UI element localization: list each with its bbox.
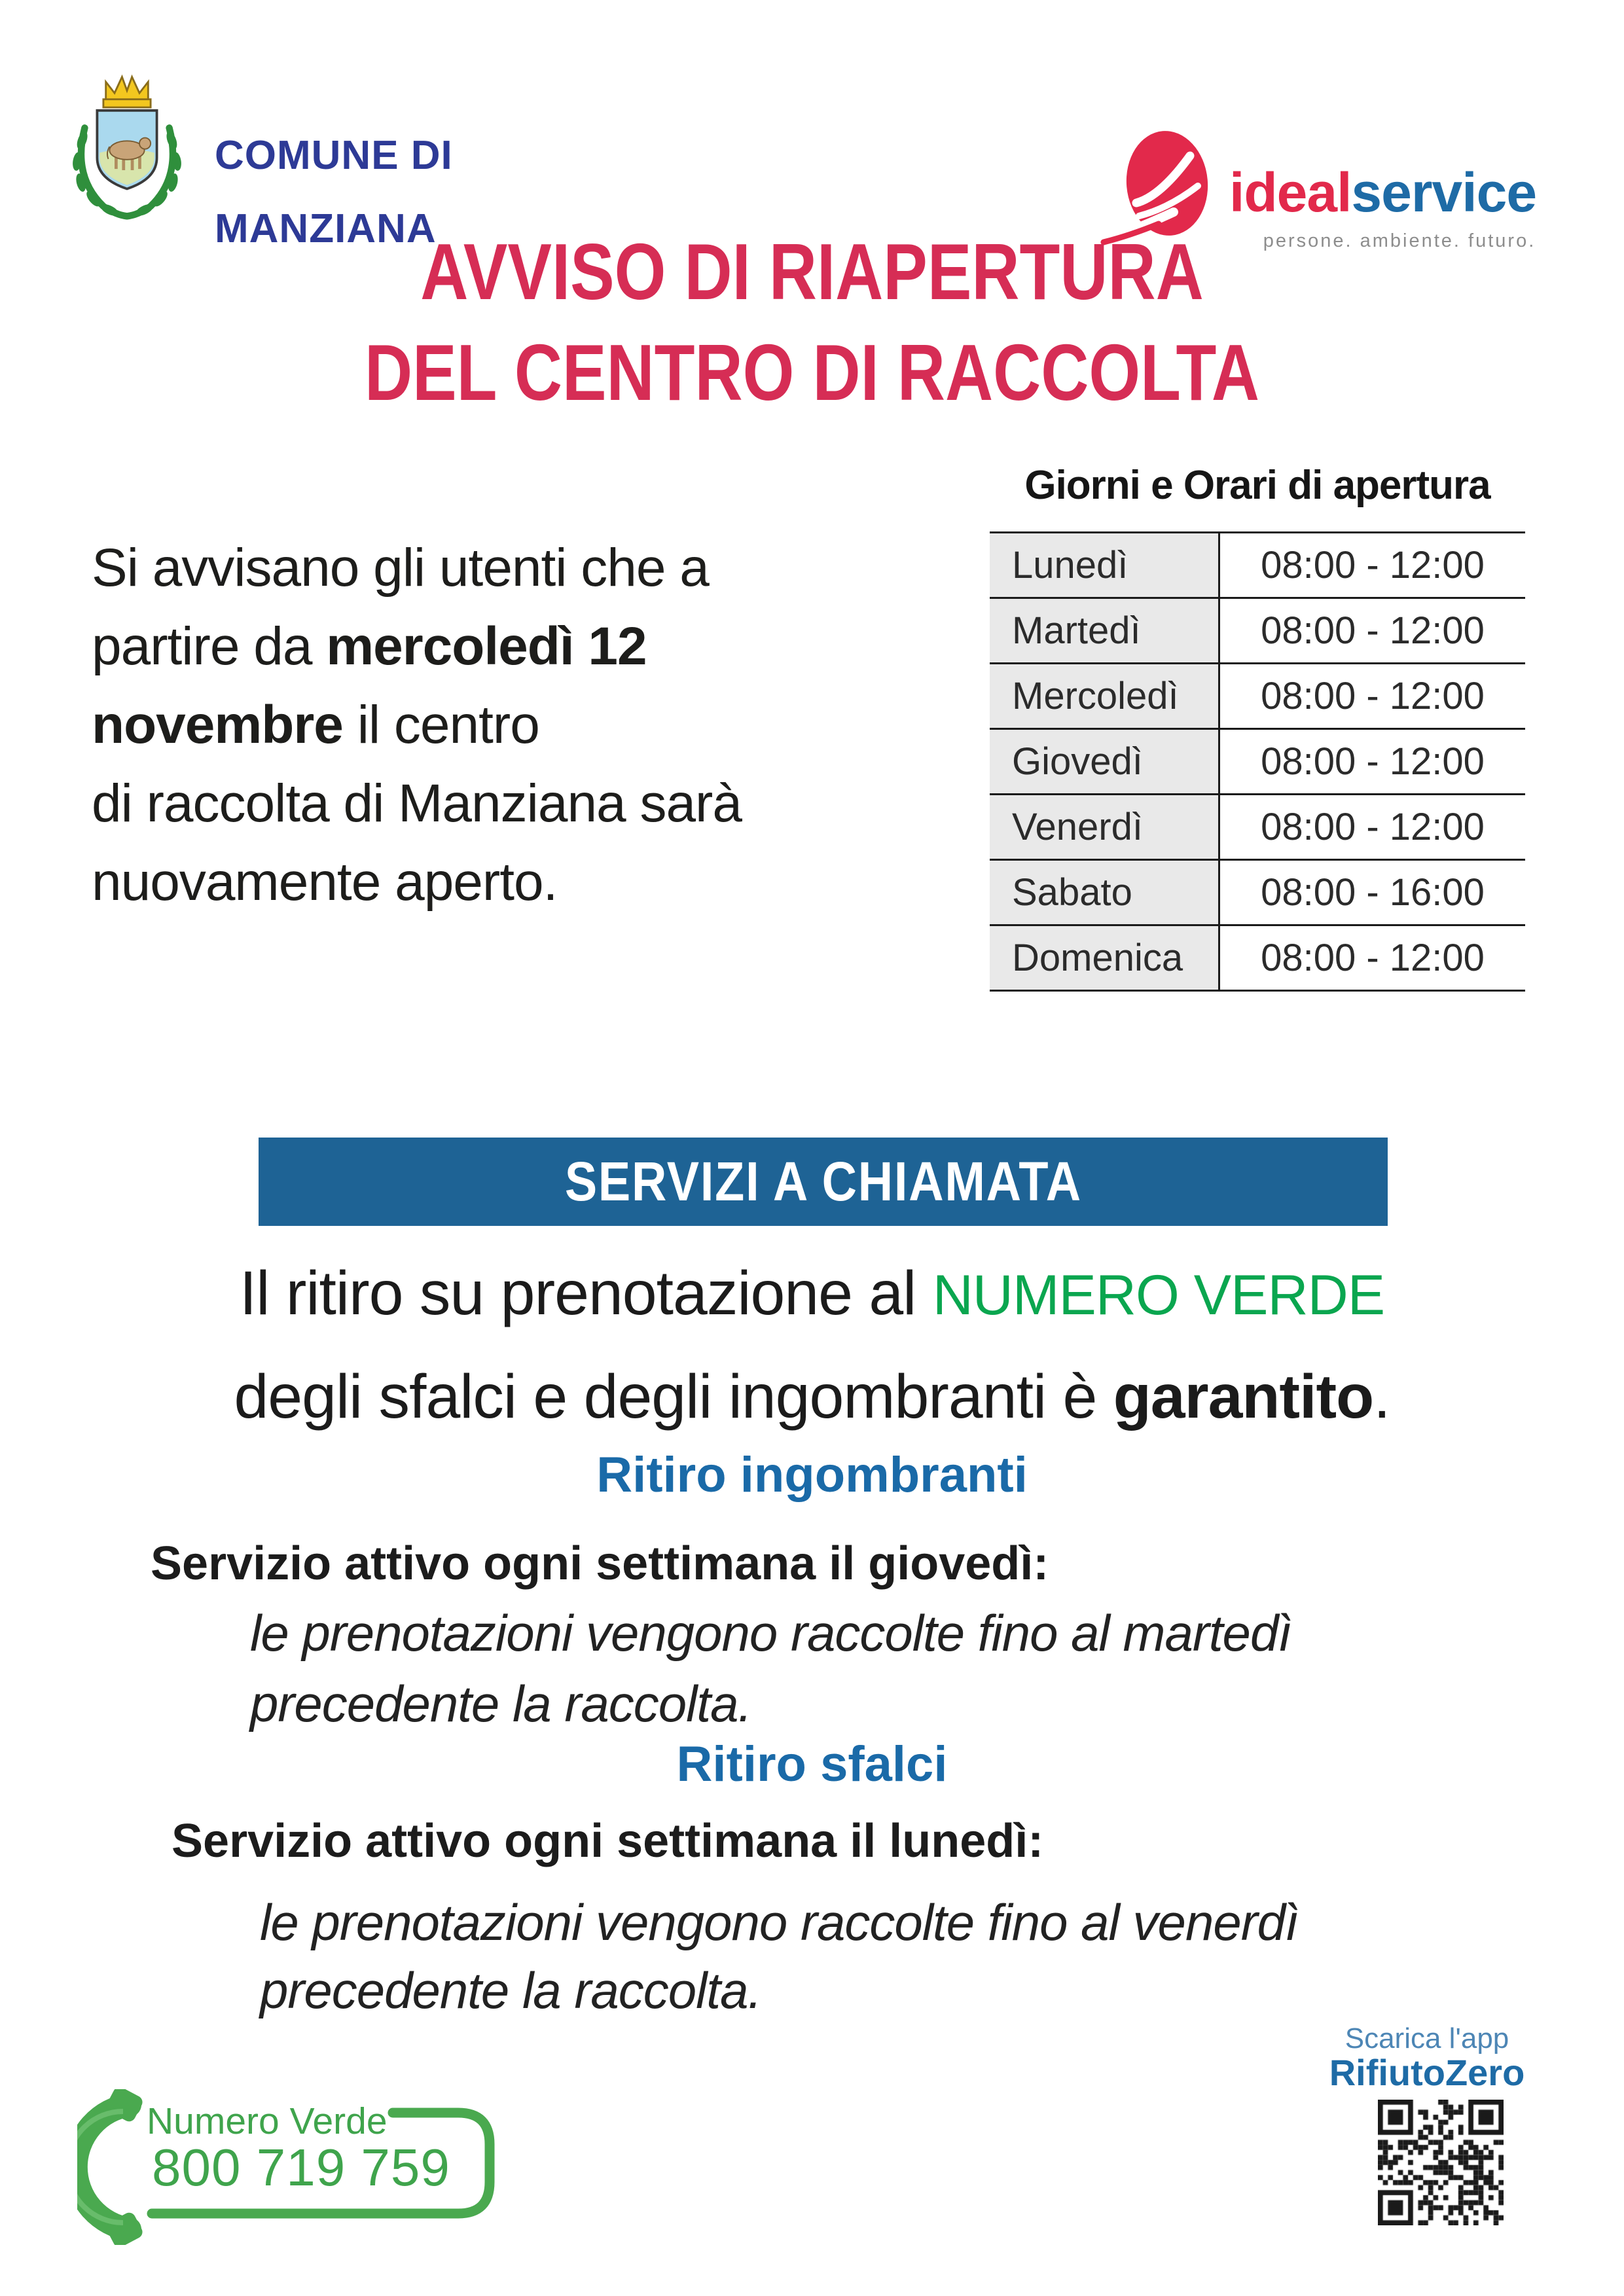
hours-row — [990, 729, 1525, 795]
intro-line5: nuovamente aperto. — [92, 852, 558, 912]
ingombranti-note-line2: precedente la raccolta. — [250, 1675, 752, 1732]
hours-time-cell: 08:00 - 16:00 — [1219, 860, 1526, 925]
sfalci-note-line1: le prenotazioni vengono raccolte fino al venerdì — [260, 1893, 1299, 1951]
servizi-a-chiamata-banner — [259, 1138, 1388, 1226]
hours-day-cell: Giovedì — [990, 729, 1219, 795]
idealservice-tagline: persone. ambiente. futuro. — [1263, 230, 1536, 251]
hours-day-cell: Sabato — [990, 860, 1219, 925]
rifiutozero-label: RifiutoZero — [1329, 2052, 1525, 2093]
qr-code — [1378, 2100, 1504, 2225]
ingombranti-schedule-line: Servizio attivo ogni settimana il giovedì: — [151, 1537, 1049, 1590]
phone-icon — [77, 2089, 143, 2245]
crown — [106, 77, 149, 101]
hours-time-cell: 08:00 - 12:00 — [1219, 925, 1526, 991]
page-title-line2: DEL CENTRO DI RACCOLTA — [365, 328, 1259, 417]
call-services-line2: degli sfalci e degli ingombranti è garantito. — [234, 1362, 1390, 1431]
hours-table — [990, 531, 1525, 992]
comune-line1: COMUNE DI — [215, 133, 453, 178]
hours-time-cell: 08:00 - 12:00 — [1219, 533, 1526, 598]
sfalci-note-line2: precedente la raccolta. — [260, 1962, 762, 2019]
hours-day-cell: Mercoledì — [990, 664, 1219, 729]
ingombranti-note-line1: le prenotazioni vengono raccolte fino al martedì — [250, 1604, 1291, 1662]
numero-verde-label: Numero Verde — [147, 2100, 388, 2142]
hours-row — [990, 598, 1525, 664]
crown-band — [103, 99, 151, 107]
intro-line3: novembre il centro — [92, 695, 539, 755]
hours-table-caption: Giorni e Orari di apertura — [1024, 463, 1490, 508]
hours-row — [990, 533, 1525, 598]
hours-time-cell: 08:00 - 12:00 — [1219, 729, 1526, 795]
hours-day-cell: Venerdì — [990, 795, 1219, 860]
hours-time-cell: 08:00 - 12:00 — [1219, 795, 1526, 860]
hours-day-cell: Martedì — [990, 598, 1219, 664]
section-title-sfalci: Ritiro sfalci — [676, 1736, 948, 1792]
hours-row — [990, 925, 1525, 991]
intro-line4: di raccolta di Manziana sarà — [92, 774, 742, 833]
hours-row — [990, 664, 1525, 729]
scarica-app-label: Scarica l'app — [1344, 2022, 1509, 2054]
hours-time-cell: 08:00 - 12:00 — [1219, 598, 1526, 664]
intro-line1: Si avvisano gli utenti che a — [92, 538, 709, 598]
intro-line2: partire da mercoledì 12 — [92, 617, 647, 676]
hours-day-cell: Lunedì — [990, 533, 1219, 598]
banner-label: SERVIZI A CHIAMATA — [564, 1151, 1082, 1212]
page-title-line1: AVVISO DI RIAPERTURA — [420, 227, 1204, 316]
sfalci-schedule-line: Servizio attivo ogni settimana il lunedì: — [171, 1815, 1044, 1867]
hours-row — [990, 860, 1525, 925]
manziana-coat-of-arms-icon — [62, 71, 192, 220]
numero-verde-number: 800 719 759 — [152, 2138, 450, 2197]
section-title-ingombranti: Ritiro ingombranti — [596, 1447, 1028, 1503]
page-title — [0, 221, 1624, 423]
hours-day-cell: Domenica — [990, 925, 1219, 991]
wordmark-ideal: ideal — [1229, 162, 1352, 223]
intro-paragraph — [92, 529, 982, 922]
hours-row — [990, 795, 1525, 860]
idealservice-wordmark — [1229, 161, 1536, 224]
numero-verde-highlight: NUMERO VERDE — [932, 1264, 1385, 1327]
call-services-line1: Il ritiro su prenotazione al NUMERO VERDE — [239, 1259, 1385, 1328]
hours-table-body — [990, 533, 1525, 991]
wordmark-service: service — [1351, 162, 1537, 223]
hours-time-cell: 08:00 - 12:00 — [1219, 664, 1526, 729]
comune-line2: MANZIANA — [215, 206, 437, 251]
